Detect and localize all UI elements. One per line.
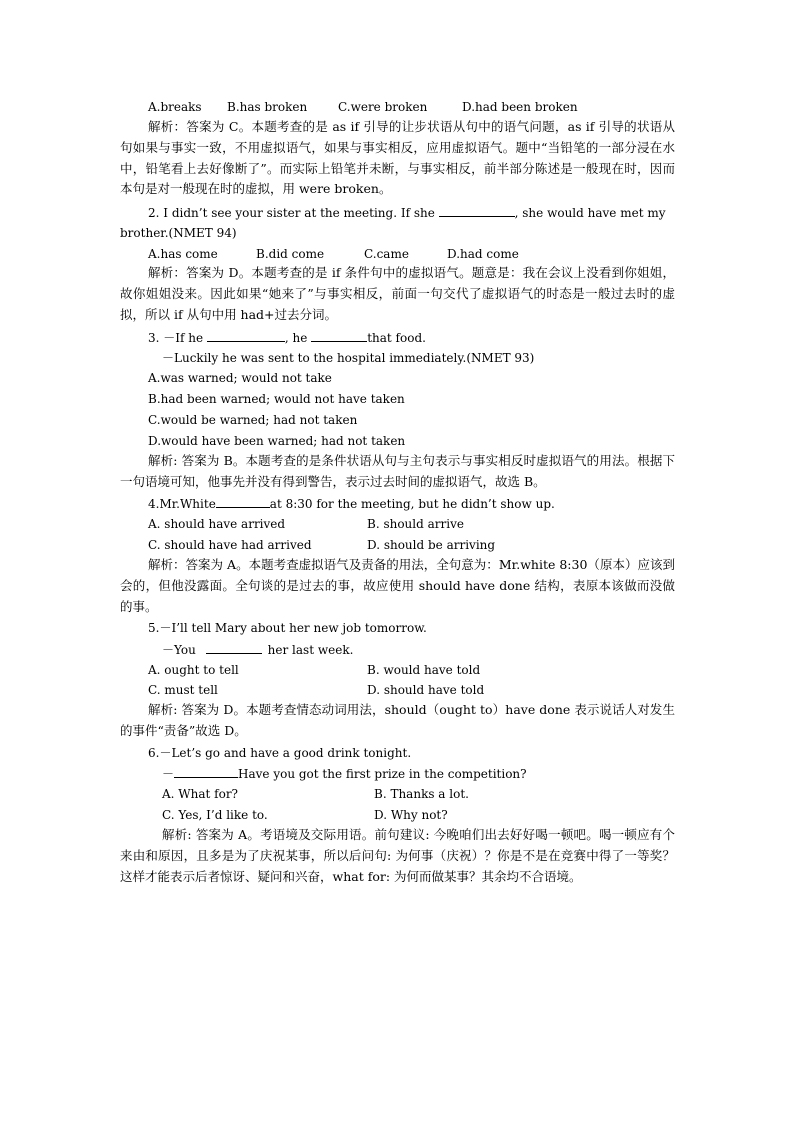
q5-option-c: C. must tell [148,683,218,697]
q3-option-b: B.had been warned; would not have taken [148,392,405,406]
q5-reply [162,642,353,657]
q4-answer-blank [216,496,270,508]
q3-answer-blank-2 [311,330,367,342]
q3-stem-c: that food. [367,331,426,345]
q3-stem-a: 3. －If he [148,331,204,345]
q2-analysis: 解析：答案为 D。本题考查的是 if 条件句中的虚拟语气。题意是：我在会议上没看到你姐姐，故你姐姐没来。因此如果“她来了”与事实相反，前面一句交代了虚拟语气的时态是一般过去时的虚拟，所以 if 从句中用 had+过去分词。 [120,265,675,322]
q4-option-d: D. should be arriving [367,538,496,552]
q2-stem-a: 2. I didn’t see your sister at the meeting. If she [148,206,435,220]
q4-stem [148,496,555,511]
q6-option-c: C. Yes, I’d like to. [162,808,268,822]
q3-stem [148,330,426,345]
q6-reply [162,766,527,781]
q3-answer-blank-1 [207,330,285,342]
q5-reply-b: her last week. [267,643,354,657]
q5-answer-blank [206,642,262,654]
q4-stem-a: 4.Mr.White [148,497,216,511]
q5-stem: 5.－I’ll tell Mary about her new job tomorrow. [148,621,427,635]
q6-answer-blank [174,766,238,778]
q6-option-b: B. Thanks a lot. [374,787,469,801]
q0-option-d: D.had been broken [462,100,578,114]
q2-stem-b: , she would have met my [514,206,666,220]
q5-analysis: 解析: 答案为 D。本题考查情态动词用法，should（ought to）have done 表示说话人对发生的事件“责备”故选 D。 [120,702,675,738]
q0-option-b: B.has broken [227,100,308,114]
q4-analysis: 解析：答案为 A。本题考查虚拟语气及责备的用法，全句意为：Mr.white 8:30（原本）应该到会的，但他没露面。全句谈的是过去的事，故应使用 should have done 结构，表原本该做而没做的事。 [120,557,675,614]
q3-option-a: A.was warned; would not take [148,371,332,385]
q2-option-a: A.has come [148,247,218,261]
q4-option-c: C. should have had arrived [148,538,312,552]
q6-reply-b: Have you got the first prize in the competition? [238,767,527,781]
q6-stem: 6.－Let’s go and have a good drink tonight. [148,746,412,760]
q5-option-b: B. would have told [367,663,481,677]
q4-option-a: A. should have arrived [148,517,286,531]
q0-analysis: 解析：答案为 C。本题考查的是 as if 引导的让步状语从句中的语气问题，as if 引导的状语从句如果与事实一致，不用虚拟语气，如果与事实相反，应用虚拟语气。题中“当铅笔的一部分浸在水中，铅笔看上去好像断了”。而实际上铅笔并未断，与事实相反，前半部分陈述是一般现在时，因而本句是对一般现在时的虚拟，用 were broken。 [120,119,675,197]
q5-option-a: A. ought to tell [148,663,239,677]
q2-option-c: C.came [364,247,409,261]
q2-stem [148,205,665,220]
q3-analysis: 解析: 答案为 B。本题考查的是条件状语从句与主句表示与事实相反时虚拟语气的用法。根据下一句语境可知，他事先并没有得到警告，表示过去时间的虚拟语气，故选 B。 [120,453,675,489]
q4-option-b: B. should arrive [367,517,464,531]
q2-option-d: D.had come [447,247,519,261]
q3-stem-b: , he [284,331,308,345]
q3-reply: －Luckily he was sent to the hospital immediately.(NMET 93) [162,351,535,365]
q2-option-b: B.did come [256,247,325,261]
q5-reply-a: －You [162,643,196,657]
q6-reply-a: － [162,767,175,781]
q2-answer-blank [439,205,515,217]
q6-analysis: 解析: 答案为 A。考语境及交际用语。前句建议: 今晚咱们出去好好喝一顿吧。喝一顿应有个来由和原因，且多是为了庆祝某事，所以后问句: 为何事（庆祝）？你是不是在竞赛中得了一等奖？这样才能表示后者惊讶、疑问和兴奋，what for: 为何而做某事？其余均不合语境。 [120,827,675,884]
q6-option-d: D. Why not? [374,808,448,822]
q0-option-c: C.were broken [338,100,428,114]
q0-option-a: A.breaks [148,100,202,114]
q4-stem-b: at 8:30 for the meeting, but he didn’t show up. [269,497,555,511]
q3-option-c: C.would be warned; had not taken [148,413,358,427]
q5-option-d: D. should have told [367,683,485,697]
q6-option-a: A. What for? [162,787,238,801]
q2-stem-c: brother.(NMET 94) [120,226,237,240]
q3-option-d: D.would have been warned; had not taken [148,434,406,448]
